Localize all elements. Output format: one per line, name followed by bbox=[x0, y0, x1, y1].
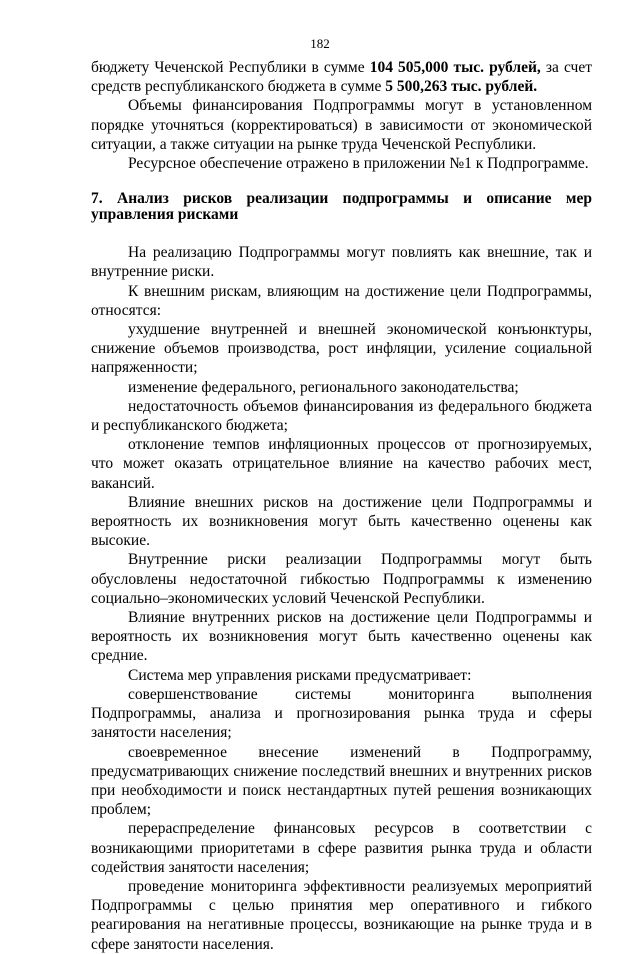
section-paragraph: К внешним рискам, влияющим на достижение цели Подпрограммы, относятся: bbox=[91, 282, 592, 319]
section-paragraph: своевременное внесение изменений в Подпрограмму, предусматривающих снижение последствий внешних и внутренних рисков при необходимости и поиск нестандартных путей решения возникающих проблем; bbox=[91, 743, 592, 819]
section-paragraph: Влияние внутренних рисков на достижение цели Подпрограммы и вероятность их возникновения могут быть качественно оценены как средние. bbox=[91, 609, 592, 665]
section-paragraph: изменение федерального, регионального законодательства; bbox=[128, 378, 519, 396]
section-paragraph: недостаточность объемов финансирования из федерального бюджета и республиканского бюджета; bbox=[91, 397, 592, 435]
page-number: 182 bbox=[310, 36, 330, 51]
document-body bbox=[91, 58, 592, 954]
section-paragraph: перераспределение финансовых ресурсов в соответствии с возникающими приоритетами в сфере развития рынка труда и области содействия занятости населения; bbox=[91, 820, 592, 876]
intro-paragraph-2: Объемы финансирования Подпрограммы могут в установленном порядке уточняться (корректироваться) в зависимости от экономической ситуации, а также ситуации на рынке труда Чеченской Республики. bbox=[91, 97, 592, 153]
section-paragraph: На реализацию Подпрограммы могут повлиять как внешние, так и внутренние риски. bbox=[91, 244, 592, 281]
section-paragraph: проведение мониторинга эффективности реализуемых мероприятий Подпрограммы с целью принятия мер оперативного и гибкого реагирования на негативные процессы, возникающие на рынке труда и в сфере занятости населения. bbox=[91, 877, 592, 953]
amount-federal: 104 505,000 тыс. рублей, bbox=[369, 59, 541, 76]
amount-republican: 5 500,263 тыс. рублей. bbox=[385, 78, 538, 96]
section-heading: 7. Анализ рисков реализации подпрограммы и описание мер управления рисками bbox=[91, 190, 592, 224]
intro-paragraph-3: Ресурсное обеспечение отражено в приложении №1 к Подпрограмме. bbox=[128, 155, 589, 173]
section-paragraph: отклонение темпов инфляционных процессов от прогнозируемых, что может оказать отрицательное влияние на качество рабочих мест, вакансий. bbox=[91, 436, 592, 492]
section-paragraph: Внутренние риски реализации Подпрограммы могут быть обусловлены недостаточной гибкостью Подпрограммы к изменению социально–экономических условий Чеченской Республики. bbox=[91, 551, 592, 607]
section-paragraph: ухудшение внутренней и внешней экономической конъюнктуры, снижение объемов производства, рост инфляции, усиление социальной напряженности; bbox=[91, 321, 592, 377]
section-paragraph: совершенствование системы мониторинга выполнения Подпрограммы, анализа и прогнозирования рынка труда и сферы занятости населения; bbox=[91, 685, 592, 742]
section-paragraph: Влияние внешних рисков на достижение цели Подпрограммы и вероятность их возникновения могут быть качественно оценены как высокие. bbox=[91, 493, 592, 550]
section-paragraph: Система мер управления рисками предусматривает: bbox=[128, 666, 472, 684]
intro-text-1: бюджету Чеченской Республики в сумме bbox=[91, 59, 370, 76]
intro-text-2: за счет средств республиканского бюджета в сумме bbox=[91, 59, 592, 96]
intro-paragraph-1 bbox=[91, 58, 592, 96]
